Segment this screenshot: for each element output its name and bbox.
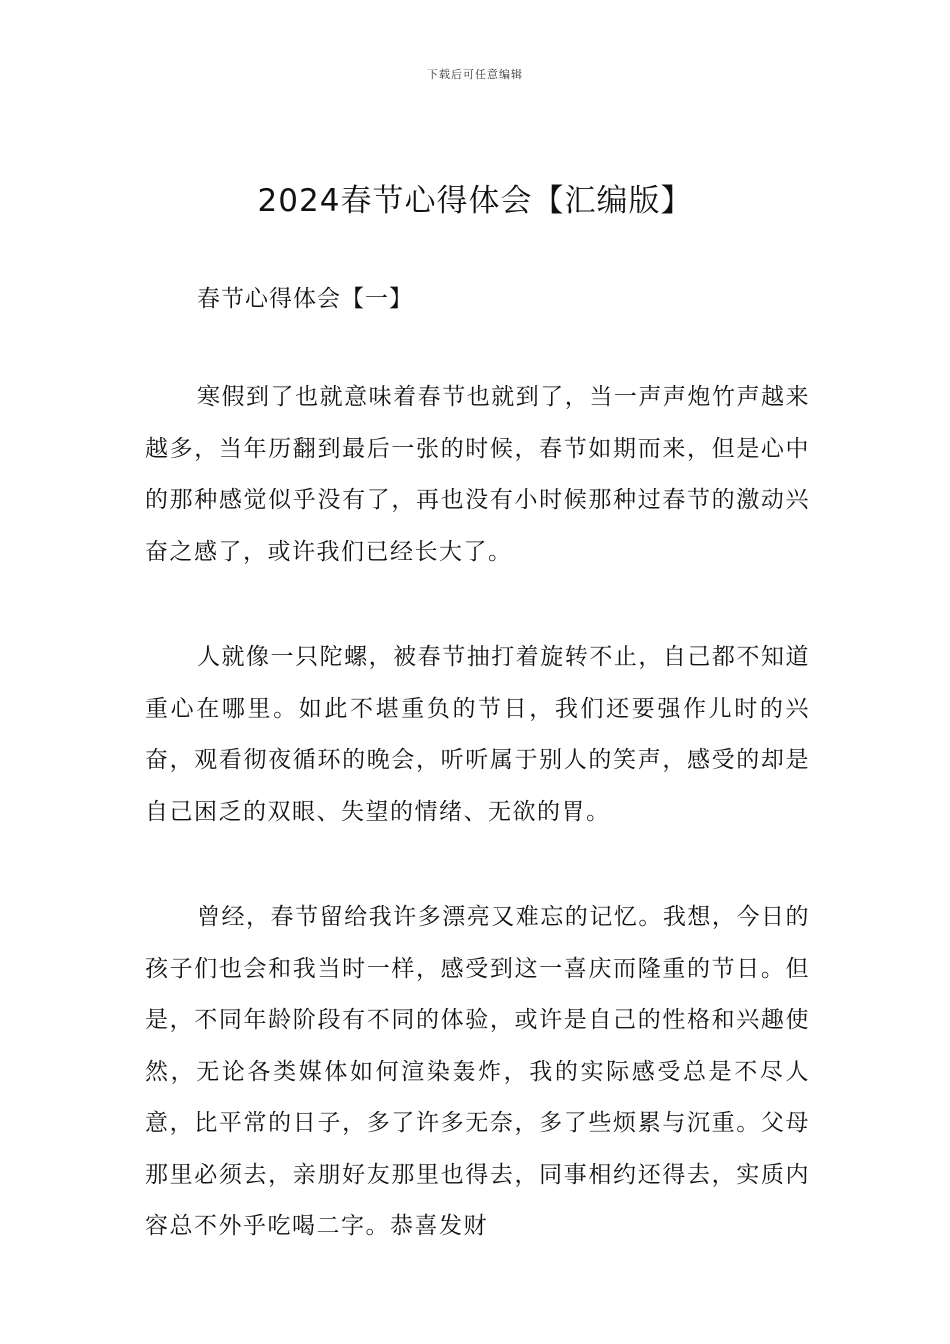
document-title: 2024春节心得体会【汇编版】 xyxy=(257,183,693,219)
paragraph: 人就像一只陀螺，被春节抽打着旋转不止，自己都不知道重心在哪里。如此不堪重负的节日，我们还要强作儿时的兴奋，观看彻夜循环的晚会，听听属于别人的笑声，感受的却是自己困乏的双眼、失望的情绪、无欲的胃。 xyxy=(145,644,810,825)
document-body xyxy=(145,280,810,1253)
section-heading: 春节心得体会【一】 xyxy=(197,286,413,312)
header-note: 下载后可任意编辑 xyxy=(427,68,523,81)
paragraph: 曾经，春节留给我许多漂亮又难忘的记忆。我想，今日的孩子们也会和我当时一样，感受到这一喜庆而隆重的节日。但是，不同年龄阶段有不同的体验，或许是自己的性格和兴趣使然，无论各类媒体如何渲染轰炸，我的实际感受总是不尽人意，比平常的日子，多了许多无奈，多了些烦累与沉重。父母那里必须去，亲朋好友那里也得去，同事相约还得去，实质内容总不外乎吃喝二字。恭喜发财 xyxy=(145,904,810,1239)
paragraph: 寒假到了也就意味着春节也就到了，当一声声炮竹声越来越多，当年历翻到最后一张的时候，春节如期而来，但是心中的那种感觉似乎没有了，再也没有小时候那种过春节的激动兴奋之感了，或许我们已经长大了。 xyxy=(145,384,810,565)
